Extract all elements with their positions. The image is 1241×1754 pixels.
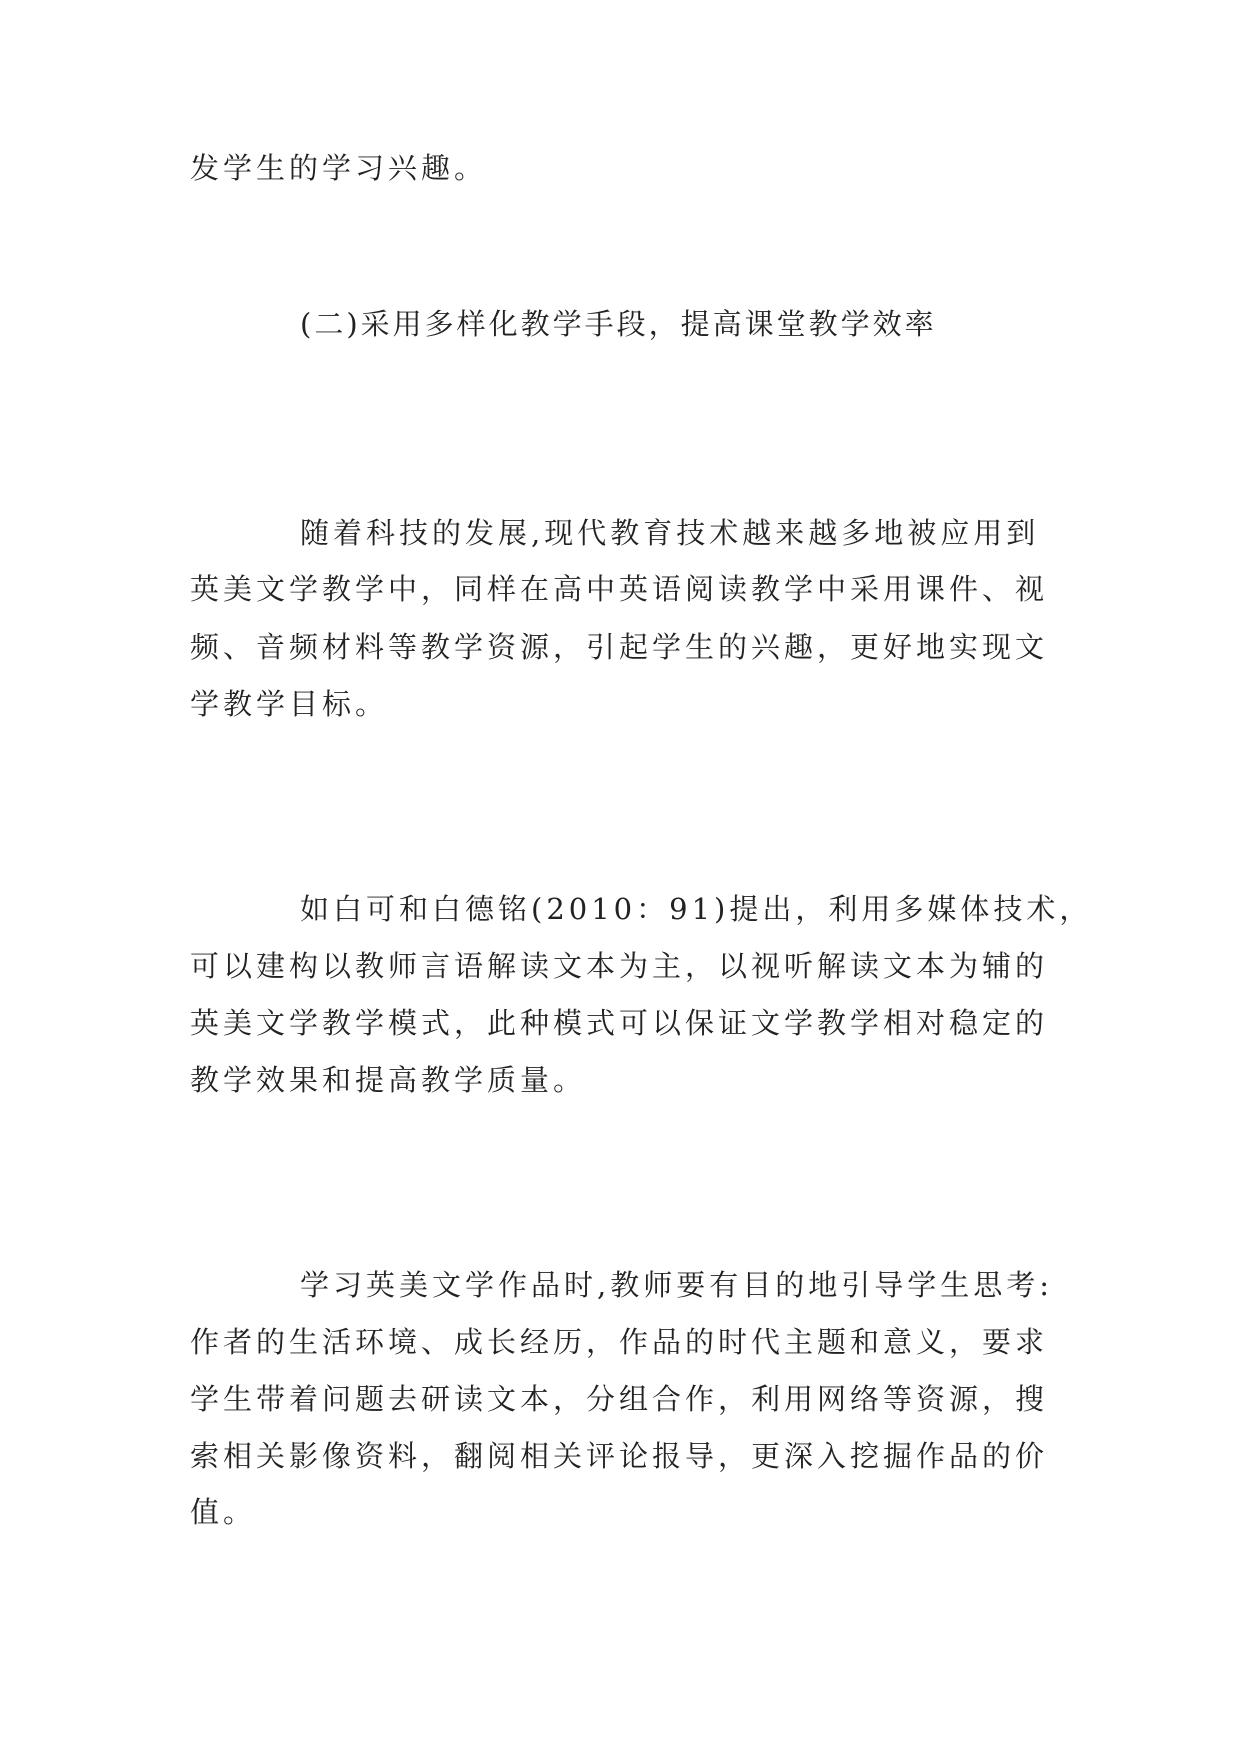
paragraph-line: 学生带着问题去研读文本，分组合作，利用网络等资源，搜 — [190, 1382, 1049, 1416]
paragraph-line: 如白可和白德铭(2010：91)提出，利用多媒体技术， — [300, 892, 1093, 926]
paragraph-line: 随着科技的发展,现代教育技术越来越多地被应用到 — [300, 516, 1040, 550]
paragraph-line: 索相关影像资料，翻阅相关评论报导，更深入挖掘作品的价 — [190, 1439, 1049, 1473]
paragraph-line: 值。 — [190, 1495, 257, 1529]
paragraph-line: 学教学目标。 — [190, 687, 389, 721]
paragraph-line: 频、音频材料等教学资源，引起学生的兴趣，更好地实现文 — [190, 630, 1049, 664]
paragraph-line: 英美文学教学中，同样在高中英语阅读教学中采用课件、视 — [190, 572, 1049, 606]
paragraph-line: 可以建构以教师言语解读文本为主，以视听解读文本为辅的 — [190, 949, 1049, 983]
paragraph-line: 英美文学教学模式，此种模式可以保证文学教学相对稳定的 — [190, 1006, 1049, 1040]
section-heading: (二)采用多样化教学手段，提高课堂教学效率 — [300, 307, 937, 341]
intro-line: 发学生的学习兴趣。 — [190, 151, 488, 185]
paragraph-line: 教学效果和提高教学质量。 — [190, 1063, 587, 1097]
paragraph-line: 学习英美文学作品时,教师要有目的地引导学生思考: — [300, 1268, 1053, 1302]
paragraph-line: 作者的生活环境、成长经历，作品的时代主题和意义，要求 — [190, 1325, 1049, 1359]
